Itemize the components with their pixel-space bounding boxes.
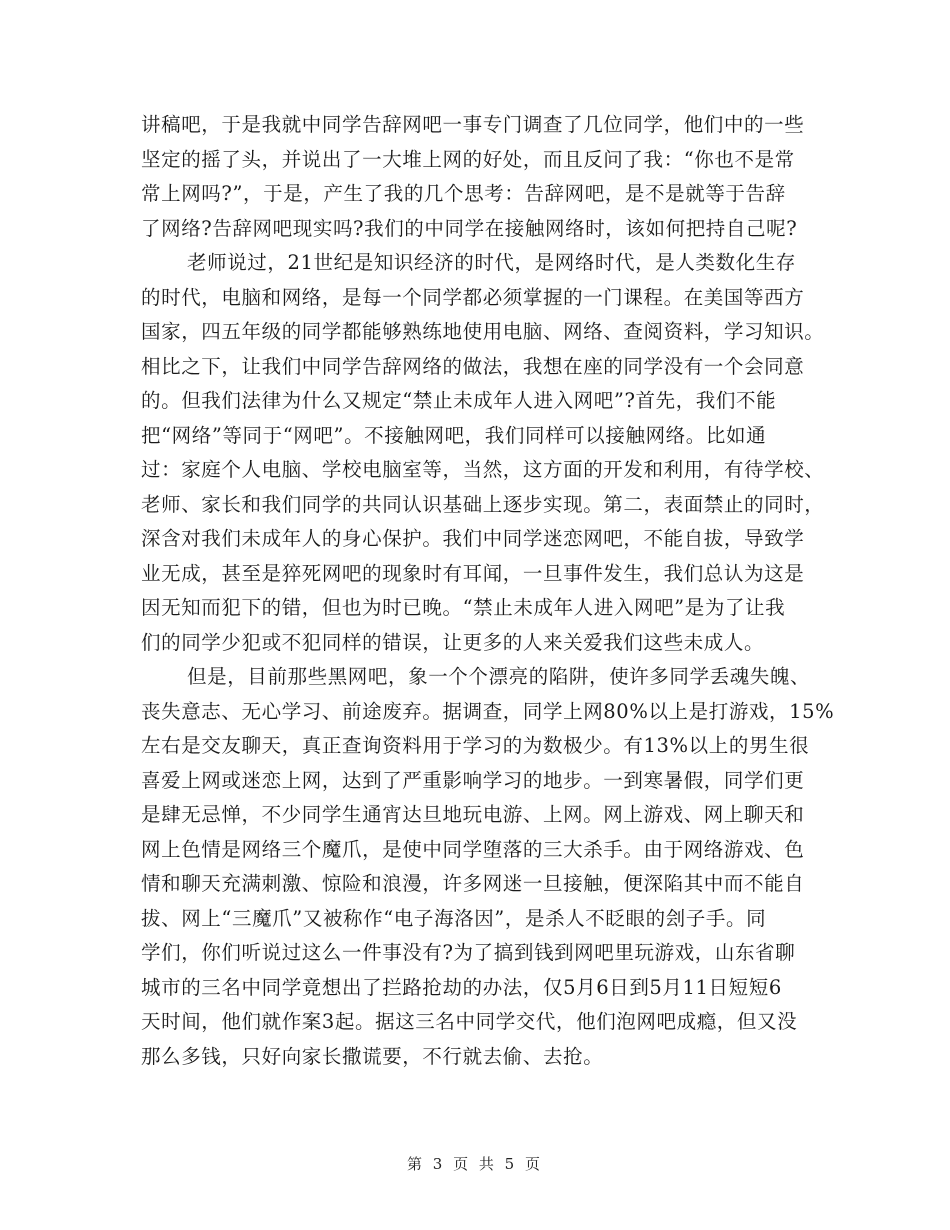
text-line: 坚定的摇了头，并说出了一大堆上网的好处，而且反问了我：“你也不是常 <box>141 147 795 171</box>
text-line: 深含对我们未成年人的身心保护。我们中同学迷恋网吧，不能自拔，导致学 <box>141 527 805 550</box>
text-line: 了网络?告辞网吧现实吗?我们的中同学在接触网络时，该如何把持自己呢? <box>141 216 798 240</box>
text-line: 老师、家长和我们同学的共同认识基础上逐步实现。第二，表面禁止的同时， <box>141 492 825 516</box>
text-line: 们的同学少犯或不犯同样的错误，让更多的人来关爱我们这些未成人。 <box>141 630 765 654</box>
text-line: 相比之下，让我们中同学告辞网络的做法，我想在座的同学没有一个会同意 <box>141 354 805 378</box>
text-line: 的时代，电脑和网络，是每一个同学都必须掌握的一门课程。在美国等西方 <box>141 285 805 309</box>
text-line: 左右是交友聊天，真正查询资料用于学习的为数极少。有13%以上的男生很 <box>141 734 810 757</box>
text-line: 讲稿吧，于是我就中同学告辞网吧一事专门调查了几位同学，他们中的一些 <box>141 113 805 136</box>
body-text <box>141 108 841 1074</box>
paragraph-first-line: 但是，目前那些黑网吧，象一个个漂亮的陷阱，使许多同学丢魂失魄、 <box>187 665 811 688</box>
text-line: 业无成，甚至是猝死网吧的现象时有耳闻，一旦事件发生，我们总认为这是 <box>141 561 805 585</box>
text-line: 拔、网上“三魔爪”又被称作“电子海洛因”，是杀人不眨眼的刽子手。同 <box>141 906 767 930</box>
text-line: 城市的三名中同学竟想出了拦路抢劫的办法，仅5月6日到5月11日短短6 <box>141 975 782 999</box>
text-line: 过：家庭个人电脑、学校电脑室等，当然，这方面的开发和利用，有待学校、 <box>141 458 825 481</box>
text-line: 常上网吗?”，于是，产生了我的几个思考：告辞网吧，是不是就等于告辞 <box>141 182 786 205</box>
text-line: 网上色情是网络三个魔爪，是使中同学堕落的三大杀手。由于网络游戏、色 <box>141 837 805 861</box>
paragraph-first-line: 老师说过，21世纪是知识经济的时代，是网络时代，是人类数化生存 <box>187 251 796 274</box>
text-line: 国家，四五年级的同学都能够熟练地使用电脑、网络、查阅资料，学习知识。 <box>141 320 825 343</box>
text-line: 丧失意志、无心学习、前途废弃。据调查，同学上网80%以上是打游戏，15% <box>141 699 835 723</box>
text-line: 喜爱上网或迷恋上网，达到了严重影响学习的地步。一到寒暑假，同学们更 <box>141 768 805 792</box>
text-line: 的。但我们法律为什么又规定“禁止未成年人进入网吧”?首先，我们不能 <box>141 389 777 412</box>
text-line: 是肆无忌惮，不少同学生通宵达旦地玩电游、上网。网上游戏、网上聊天和 <box>141 803 805 826</box>
text-line: 把“网络”等同于“网吧”。不接触网吧，我们同样可以接触网络。比如通 <box>141 423 767 447</box>
page-number-footer: 第 3 页 共 5 页 <box>407 1155 543 1173</box>
text-line: 那么多钱，只好向家长撒谎要，不行就去偷、去抢。 <box>141 1044 604 1068</box>
text-line: 天时间，他们就作案3起。据这三名中同学交代，他们泡网吧成瘾，但又没 <box>141 1010 798 1033</box>
text-line: 情和聊天充满刺激、惊险和浪漫，许多网迷一旦接触，便深陷其中而不能自 <box>141 872 805 895</box>
text-line: 因无知而犯下的错，但也为时已晚。“禁止未成年人进入网吧”是为了让我 <box>141 596 786 619</box>
text-line: 学们，你们听说过这么一件事没有?为了搞到钱到网吧里玩游戏，山东省聊 <box>141 941 796 964</box>
